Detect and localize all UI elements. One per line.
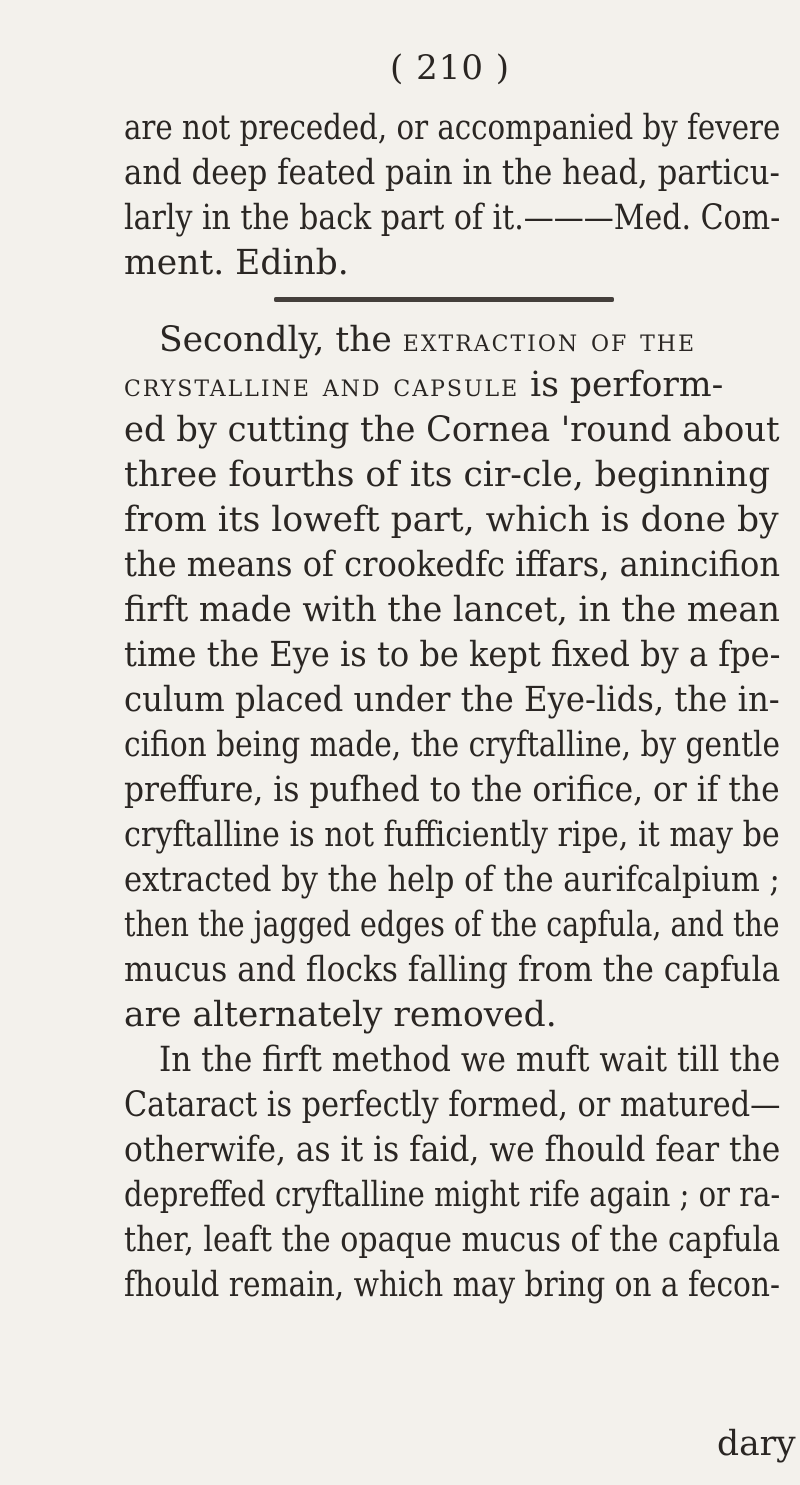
text-line: culum placed under the Eye-lids, the in- (124, 680, 780, 720)
text-line: cryftalline is not fufficiently ripe, it may be (124, 815, 780, 855)
text-line: preffure, is pufhed to the orifice, or if the (124, 770, 780, 810)
text-line: the means of crookedfc iffars, anincifion (124, 545, 781, 585)
section-divider (274, 297, 614, 302)
text-line: Cataract is perfectly formed, or matured— (124, 1085, 781, 1125)
text-line: larly in the back part of it.———Med. Com- (124, 198, 781, 238)
text-line: fhould remain, which may bring on a fecon- (124, 1265, 780, 1305)
text-line: depreffed cryftalline might rife again ; or ra- (124, 1175, 781, 1215)
text-line: extracted by the help of the aurifcalpium ; (124, 860, 780, 900)
text-line: time the Eye is to be kept fixed by a fpe- (124, 635, 781, 675)
text-line (159, 320, 697, 360)
text-line: are alternately removed. (124, 995, 557, 1035)
text-line: cifion being made, the cryftalline, by gentle (124, 725, 781, 765)
text-line (124, 365, 724, 405)
text-line: mucus and flocks falling from the capfula (124, 950, 781, 990)
text-span: is perform- (519, 365, 724, 405)
text-line: ed by cutting the Cornea 'round about (124, 410, 780, 450)
text-line: firft made with the lancet, in the mean (124, 590, 780, 630)
text-line: then the jagged edges of the capfula, and the (124, 905, 780, 945)
text-line: In the firft method we muft wait till the (159, 1040, 781, 1080)
catchword: dary (717, 1424, 796, 1464)
page-number: ( 210 ) (390, 48, 511, 88)
text-line: otherwife, as it is faid, we fhould fear the (124, 1130, 781, 1170)
text-line: three fourths of its cir-cle, beginning (124, 455, 771, 495)
text-line: ment. Edinb. (124, 243, 349, 283)
text-line: from its loweft part, which is done by (124, 500, 779, 540)
text-line: are not preceded, or accompanied by fevere (124, 108, 781, 148)
text-span: Secondly, the (159, 320, 403, 360)
text-line: ther, leaft the opaque mucus of the capfula (124, 1220, 781, 1260)
small-caps-heading: extraction of the (402, 323, 697, 359)
small-caps-heading: crystalline and capsule (124, 368, 520, 404)
text-line: and deep feated pain in the head, particu- (124, 153, 780, 193)
